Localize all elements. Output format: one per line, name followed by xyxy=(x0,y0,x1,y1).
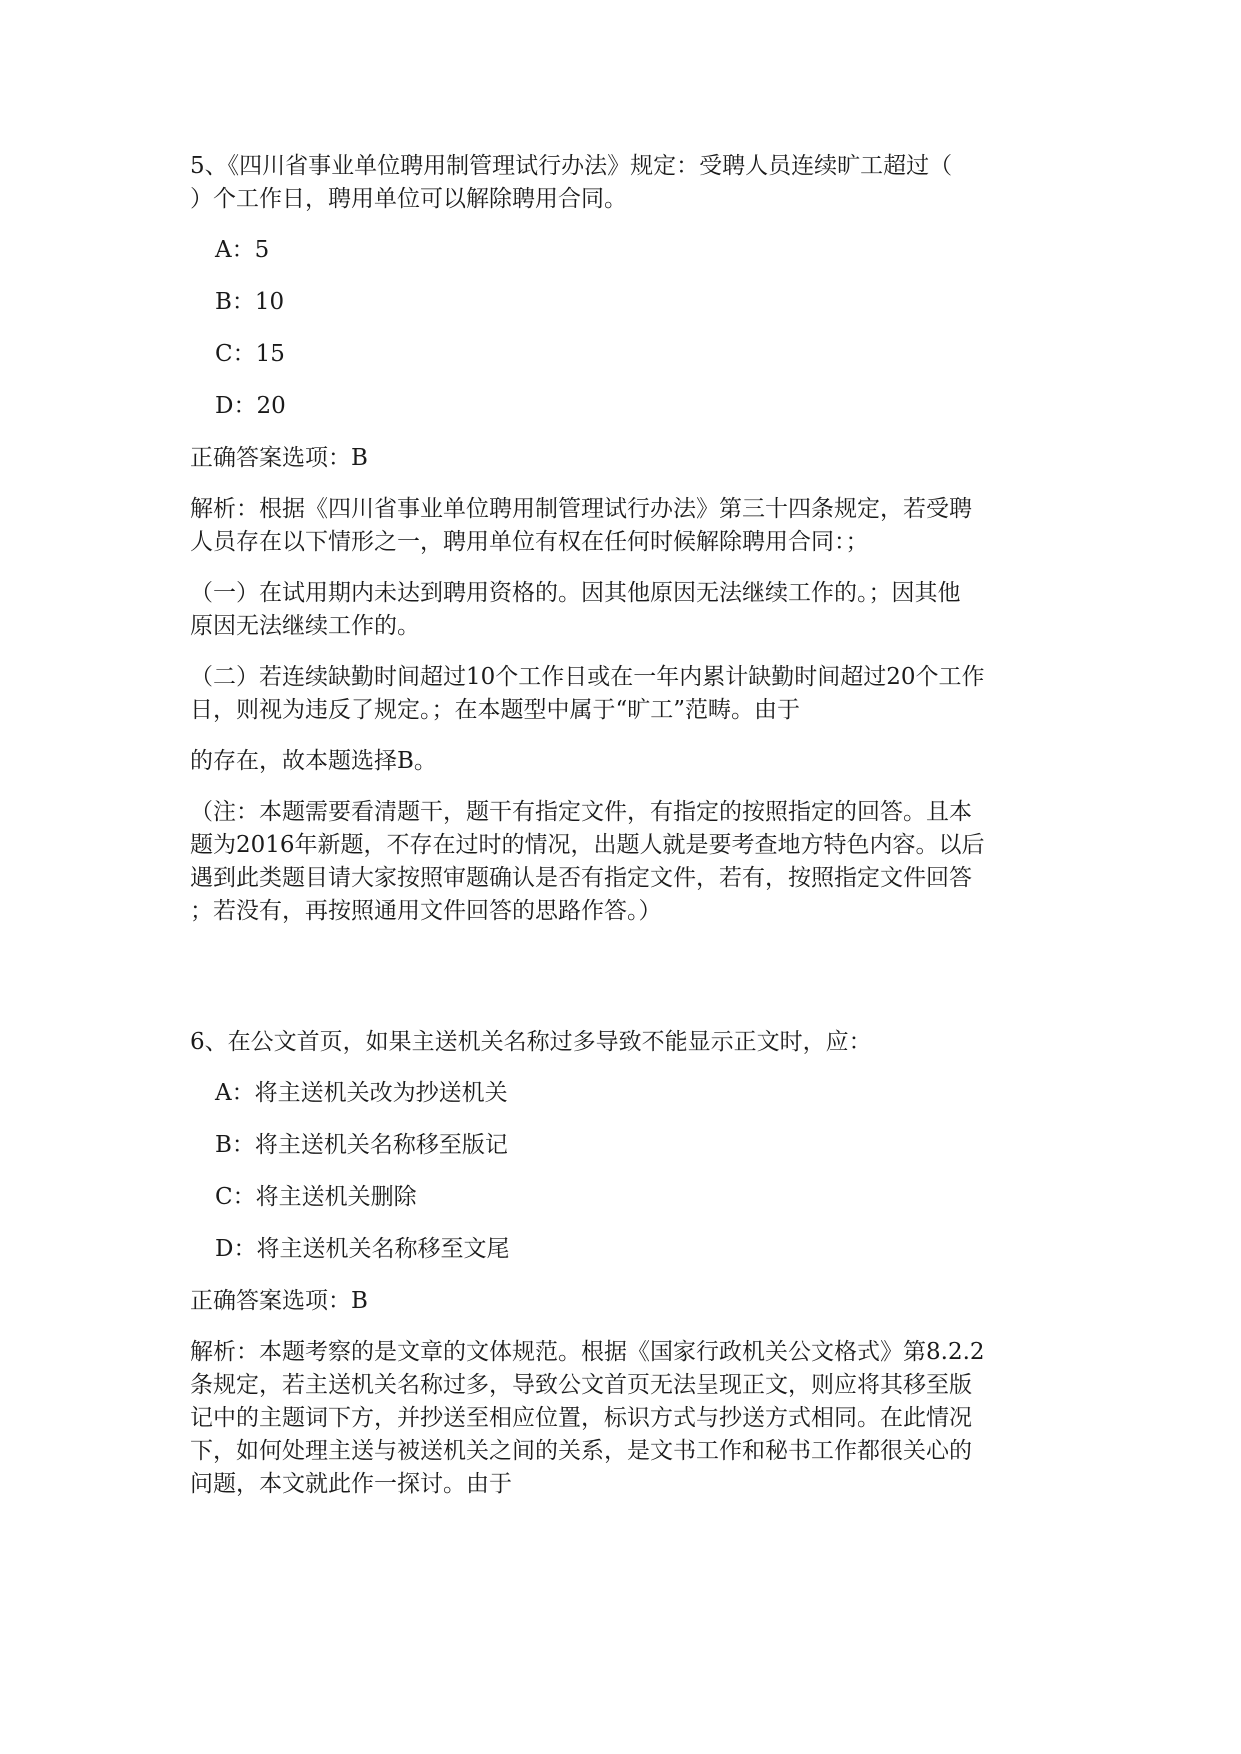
question-5 xyxy=(190,150,1060,946)
option-b: B：10 xyxy=(215,289,285,315)
analysis-paragraph xyxy=(190,745,1060,778)
option-a: A：将主送机关改为抄送机关 xyxy=(215,1080,508,1106)
option-a: A：5 xyxy=(215,237,270,263)
option-d: D：将主送机关名称移至文尾 xyxy=(215,1236,510,1262)
analysis-line: 日，则视为违反了规定。；在本题型中属于“旷工”范畴。由于 xyxy=(190,697,801,723)
analysis-line: 的存在，故本题选择B。 xyxy=(190,748,437,774)
analysis-paragraph xyxy=(190,1336,1060,1501)
option-c: C：将主送机关删除 xyxy=(215,1184,417,1210)
analysis-line: 下，如何处理主送与被送机关之间的关系，是文书工作和秘书工作都很关心的 xyxy=(190,1438,972,1464)
analysis-line: 原因无法继续工作的。 xyxy=(190,613,420,639)
correct-answer: 正确答案选项：B xyxy=(190,1288,368,1314)
analysis-paragraph xyxy=(190,577,1060,643)
note-paragraph xyxy=(190,796,1060,928)
analysis-paragraph xyxy=(190,493,1060,559)
option-c: C：15 xyxy=(215,341,285,367)
option-d: D：20 xyxy=(215,393,286,419)
question-6-stem xyxy=(190,1026,1060,1059)
analysis-line: 记中的主题词下方，并抄送至相应位置，标识方式与抄送方式相同。在此情况 xyxy=(190,1405,972,1431)
analysis-line: 问题，本文就此作一探讨。由于 xyxy=(190,1471,512,1497)
analysis-line: 遇到此类题目请大家按照审题确认是否有指定文件，若有，按照指定文件回答 xyxy=(190,865,972,891)
analysis-line: （一）在试用期内未达到聘用资格的。因其他原因无法继续工作的。；因其他 xyxy=(190,580,961,606)
question-6 xyxy=(190,1026,1060,1519)
question-5-stem xyxy=(190,150,1060,216)
analysis-line: 解析：本题考察的是文章的文体规范。根据《国家行政机关公文格式》第8.2.2 xyxy=(190,1339,985,1365)
stem-line: 5、《四川省事业单位聘用制管理试行办法》规定：受聘人员连续旷工超过（ xyxy=(190,153,953,179)
analysis-line: 解析：根据《四川省事业单位聘用制管理试行办法》第三十四条规定，若受聘 xyxy=(190,496,972,522)
analysis-line: ；若没有，再按照通用文件回答的思路作答。） xyxy=(190,898,662,924)
analysis-line: （注：本题需要看清题干，题干有指定文件，有指定的按照指定的回答。且本 xyxy=(190,799,972,825)
analysis-line: 条规定，若主送机关名称过多，导致公文首页无法呈现正文，则应将其移至版 xyxy=(190,1372,972,1398)
analysis-paragraph xyxy=(190,661,1060,727)
analysis-line: （二）若连续缺勤时间超过10个工作日或在一年内累计缺勤时间超过20个工作 xyxy=(190,664,985,690)
analysis-line: 人员存在以下情形之一，聘用单位有权在任何时候解除聘用合同：； xyxy=(190,529,869,555)
option-b: B：将主送机关名称移至版记 xyxy=(215,1132,508,1158)
stem-line: ）个工作日，聘用单位可以解除聘用合同。 xyxy=(190,186,627,212)
correct-answer: 正确答案选项：B xyxy=(190,445,368,471)
stem-line: 6、在公文首页，如果主送机关名称过多导致不能显示正文时，应： xyxy=(190,1029,872,1055)
analysis-line: 题为2016年新题，不存在过时的情况，出题人就是要考查地方特色内容。以后 xyxy=(190,832,985,858)
